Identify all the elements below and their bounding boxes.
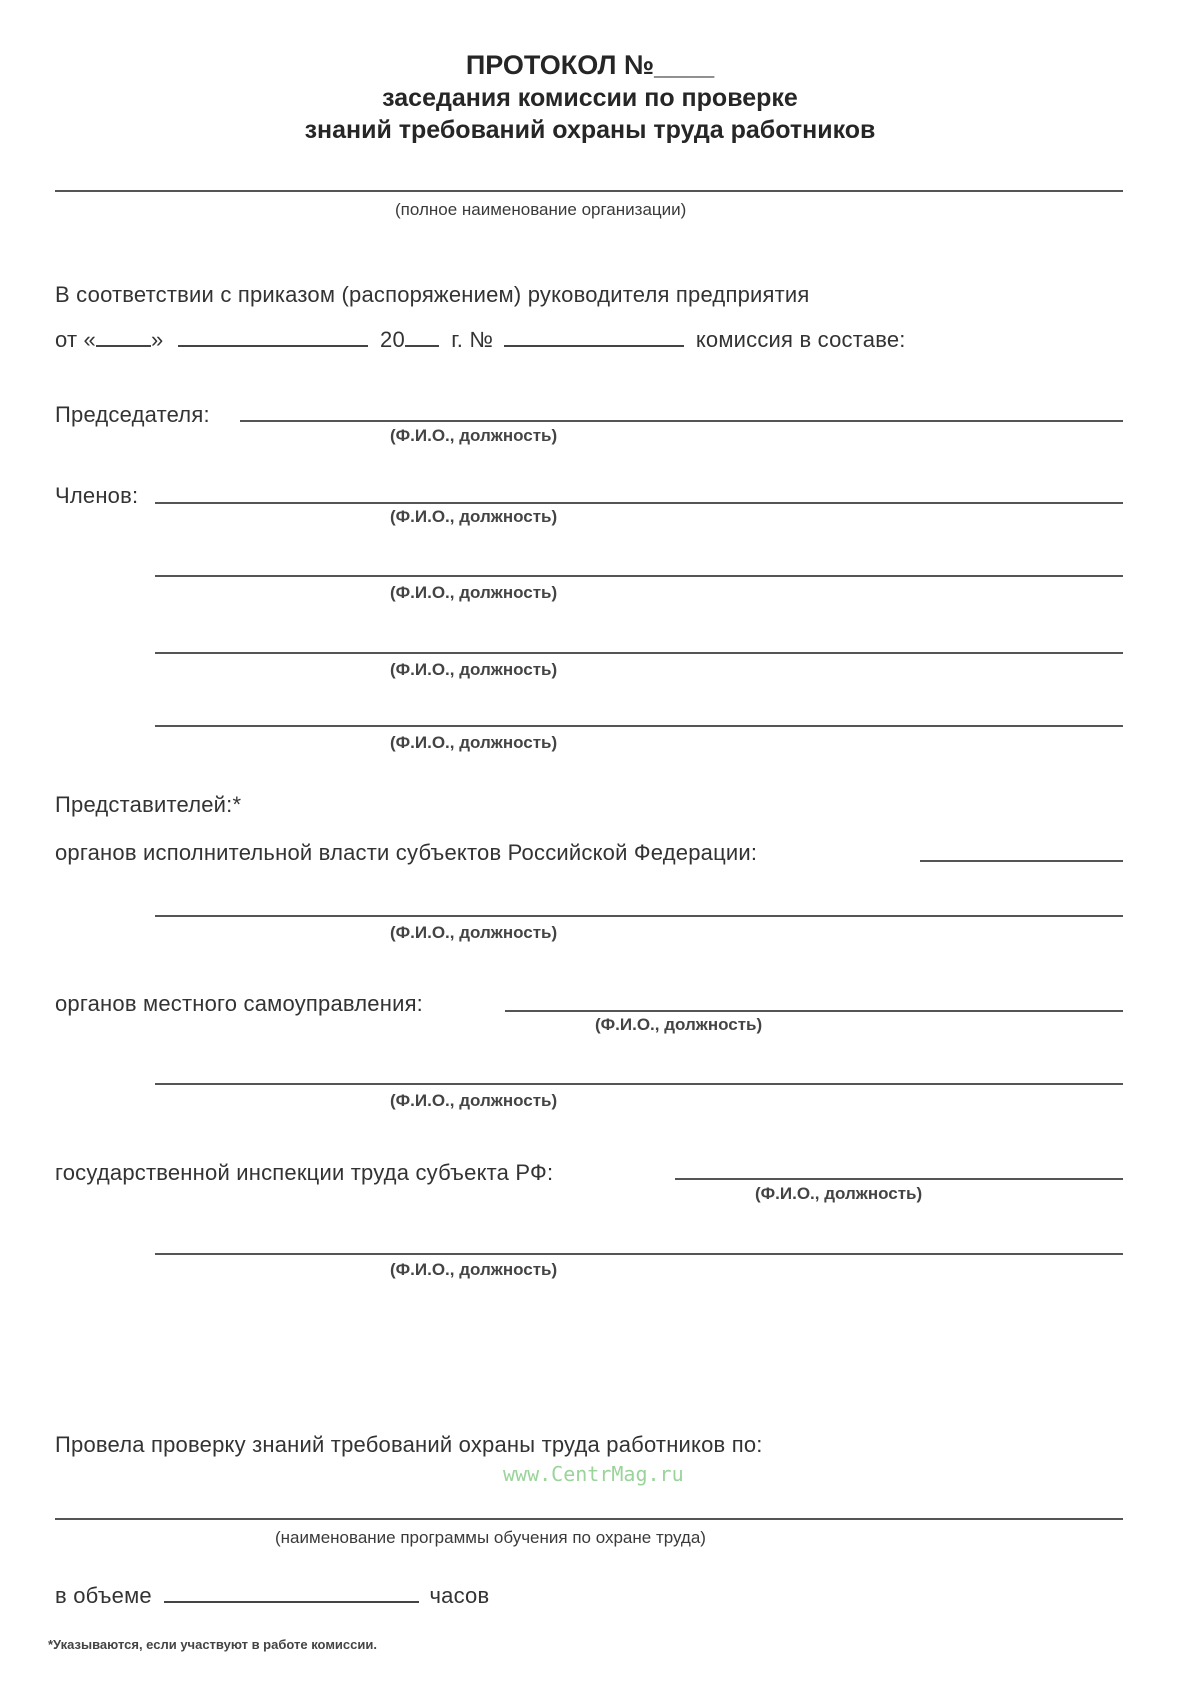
check-label: Провела проверку знаний требований охраны труда работников по: bbox=[55, 1432, 763, 1457]
year-prefix: 20 bbox=[380, 327, 405, 352]
local-caption-2: (Ф.И.О., должность) bbox=[390, 1091, 558, 1110]
volume-label: в объеме bbox=[55, 1583, 152, 1608]
chairman-caption: (Ф.И.О., должность) bbox=[390, 426, 558, 445]
local-field-2[interactable] bbox=[155, 1083, 1123, 1085]
member-caption-4: (Ф.И.О., должность) bbox=[390, 733, 558, 752]
volume-line bbox=[55, 1583, 489, 1609]
inspection-label: государственной инспекции труда субъекта РФ: bbox=[55, 1160, 554, 1185]
member-field-2[interactable] bbox=[155, 575, 1123, 577]
member-caption-2: (Ф.И.О., должность) bbox=[390, 583, 558, 602]
hours-label: часов bbox=[429, 1583, 490, 1608]
local-field-1[interactable] bbox=[505, 1010, 1123, 1012]
order-number-field[interactable] bbox=[504, 327, 684, 347]
executive-field-2[interactable] bbox=[155, 915, 1123, 917]
from-label: от « bbox=[55, 327, 96, 352]
watermark: www.CentrMag.ru bbox=[503, 1462, 684, 1486]
local-caption-1: (Ф.И.О., должность) bbox=[595, 1015, 763, 1034]
program-caption: (наименование программы обучения по охране труда) bbox=[275, 1528, 706, 1547]
program-field[interactable] bbox=[55, 1518, 1123, 1520]
organization-field[interactable] bbox=[55, 190, 1123, 192]
inspection-field-1[interactable] bbox=[675, 1178, 1123, 1180]
order-year-field[interactable] bbox=[405, 327, 439, 347]
order-day-field[interactable] bbox=[96, 327, 151, 347]
chairman-field[interactable] bbox=[240, 420, 1123, 422]
commission-composition: комиссия в составе: bbox=[695, 327, 906, 352]
local-label: органов местного самоуправления: bbox=[55, 991, 423, 1016]
representatives-label: Представителей:* bbox=[55, 792, 242, 817]
executive-label: органов исполнительной власти субъектов Российской Федерации: bbox=[55, 840, 758, 865]
protocol-subtitle-2: знаний требований охраны труда работников bbox=[304, 116, 876, 144]
order-text: В соответствии с приказом (распоряжением) руководителя предприятия bbox=[55, 282, 810, 307]
protocol-title: ПРОТОКОЛ №____ bbox=[465, 50, 715, 80]
member-field-4[interactable] bbox=[155, 725, 1123, 727]
order-month-field[interactable] bbox=[178, 327, 368, 347]
inspection-field-2[interactable] bbox=[155, 1253, 1123, 1255]
footnote: *Указываются, если участвуют в работе комиссии. bbox=[48, 1637, 377, 1652]
chairman-label: Председателя: bbox=[55, 402, 210, 427]
member-caption-3: (Ф.И.О., должность) bbox=[390, 660, 558, 679]
quote-close: » bbox=[150, 327, 164, 352]
organization-caption: (полное наименование организации) bbox=[395, 200, 687, 219]
inspection-caption-2: (Ф.И.О., должность) bbox=[390, 1260, 558, 1279]
year-suffix: г. № bbox=[451, 327, 494, 352]
members-label: Членов: bbox=[55, 483, 139, 508]
member-field-3[interactable] bbox=[155, 652, 1123, 654]
executive-caption: (Ф.И.О., должность) bbox=[390, 923, 558, 942]
order-line bbox=[55, 327, 906, 353]
protocol-subtitle-1: заседания комиссии по проверке bbox=[382, 84, 798, 112]
executive-field-1[interactable] bbox=[920, 860, 1123, 862]
member-caption-1: (Ф.И.О., должность) bbox=[390, 507, 558, 526]
inspection-caption-1: (Ф.И.О., должность) bbox=[755, 1184, 923, 1203]
member-field-1[interactable] bbox=[155, 502, 1123, 504]
hours-field[interactable] bbox=[164, 1583, 419, 1603]
